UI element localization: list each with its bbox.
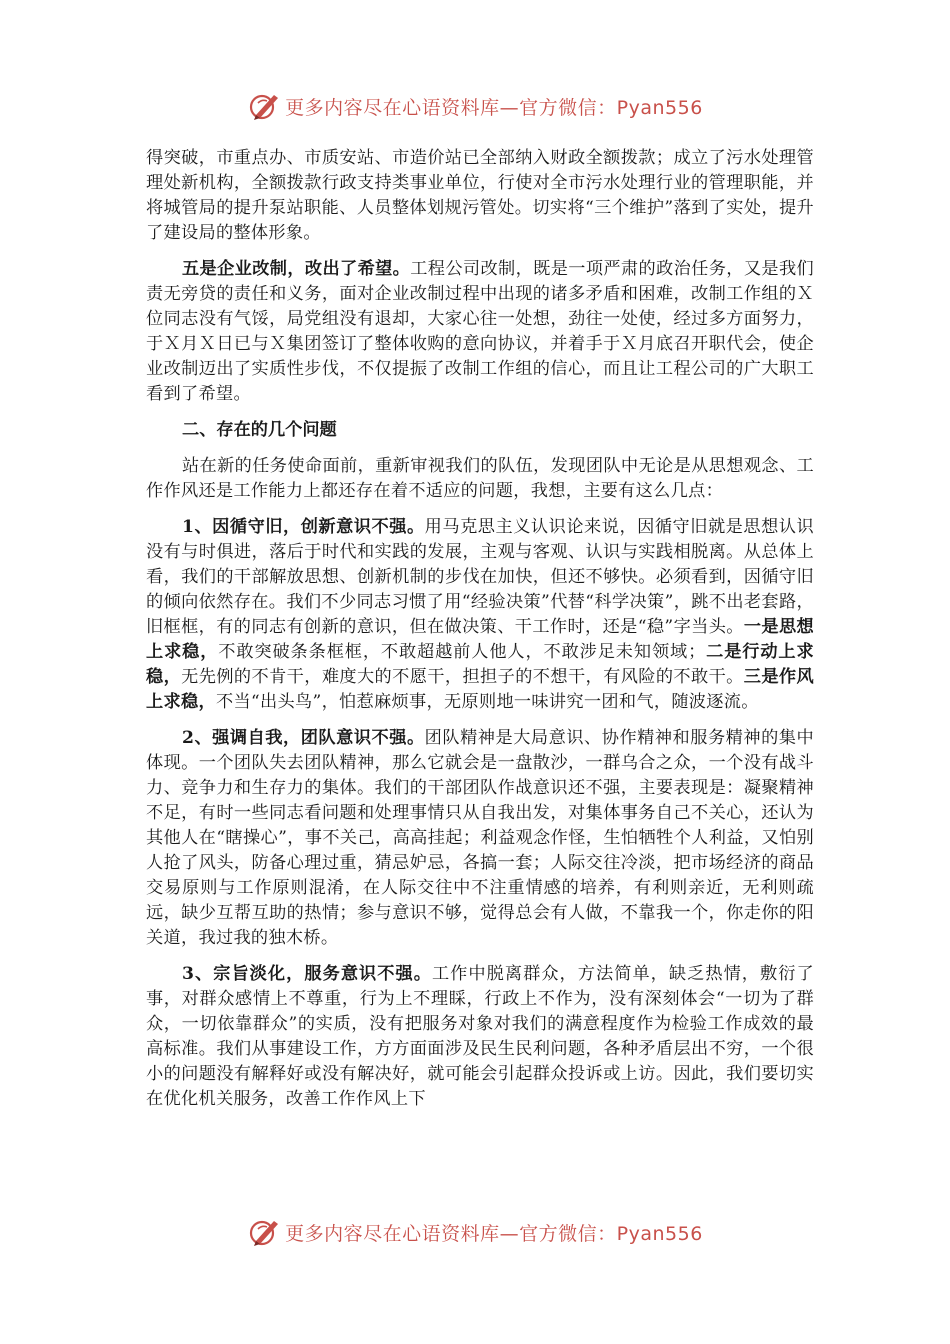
banner-text: 更多内容尽在心语资料库—官方微信：Pyan556: [285, 96, 703, 119]
paragraph-text: 不当“出头鸟”，怕惹麻烦事，无原则地一味讲究一团和气，随波逐流。: [215, 692, 759, 712]
paragraph-emphasis: 二是行动上求稳，: [146, 642, 814, 687]
paragraph: [146, 454, 814, 504]
paragraph-text: 团队精神是大局意识、协作精神和服务精神的集中体现。一个团队失去团队精神，那么它就会是一盘散沙，一群乌合之众，一个没有战斗力、竞争力和生存力的集体。我们的干部团队作战意识还不强，主要表现是：凝聚精神不足，有时一些同志看问题和处理事情只从自我出发，对集体事务自己不关心，还认为其他人在“瞎操心”，事不关己，高高挂起；利益观念作怪，生怕牺牲个人利益，又怕别人抢了风头，防备心理过重，猜忌妒忌，各搞一套；人际交往冷淡，把市场经济的商品交易原则与工作原则混淆，在人际交往中不注重情感的培养，有利则亲近，无利则疏远，缺少互帮互助的热情；参与意识不够，觉得总会有人做，不靠我一个，你走你的阳关道，我过我的独木桥。: [146, 728, 814, 948]
paragraph-text: 工程公司改制，既是一项严肃的政治任务，又是我们责无旁贷的责任和义务，面对企业改制过程中出现的诸多矛盾和困难，改制工作组的Ｘ位同志没有气馁，局党组没有退却，大家心往一处想，劲往一处使，经过多方面努力，于Ｘ月Ｘ日已与Ｘ集团签订了整体收购的意向协议，并着手于Ｘ月底召开职代会，使企业改制迈出了实质性步伐，不仅提振了改制工作组的信心，而且让工程公司的广大职工看到了希望。: [146, 259, 814, 404]
paragraph: [146, 146, 814, 246]
header-banner: [0, 86, 950, 126]
paragraph: [146, 726, 814, 951]
paragraph-lead: 3、宗旨淡化，服务意识不强。: [182, 964, 432, 984]
paragraph-text: 不敢突破条条框框，不敢超越前人他人，不敢涉足未知领域；: [218, 642, 706, 662]
paragraph-emphasis: 一是思想上求稳，: [146, 617, 814, 662]
paragraph: [146, 515, 814, 715]
paragraph: [146, 257, 814, 407]
paragraph-text: 无先例的不肯干，难度大的不愿干，担担子的不想干，有风险的不敢干。: [181, 667, 744, 687]
banner-text: 更多内容尽在心语资料库—官方微信：Pyan556: [285, 1222, 703, 1245]
section-heading: 二、存在的几个问题: [182, 420, 337, 440]
paragraph-lead: 五是企业改制，改出了希望。: [182, 259, 411, 279]
paragraph-text: 工作中脱离群众，方法简单，缺乏热情，敷衍了事，对群众感情上不尊重，行为上不理睬，行政上不作为，没有深刻体会“一切为了群众，一切依靠群众”的实质，没有把服务对象对我们的满意程度作为检验工作成效的最高标准。我们从事建设工作，方方面面涉及民生民利问题，各种矛盾层出不穷，一个很小的问题没有解释好或没有解决好，就可能会引起群众投诉或上访。因此，我们要切实在优化机关服务，改善工作作风上下: [146, 964, 814, 1109]
paragraph-lead: 2、强调自我，团队意识不强。: [182, 728, 425, 748]
paragraph-text: 得突破，市重点办、市质安站、市造价站已全部纳入财政全额拨款；成立了污水处理管理处新机构，全额拨款行政支持类事业单位，行使对全市污水处理行业的管理职能，并将城管局的提升泵站职能、人员整体划规污管处。切实将“三个维护”落到了实处，提升了建设局的整体形象。: [146, 148, 814, 243]
pen-logo-icon: [247, 89, 281, 123]
paragraph: [146, 962, 814, 1112]
paragraph-text: 站在新的任务使命面前，重新审视我们的队伍，发现团队中无论是从思想观念、工作作风还是工作能力上都还存在着不适应的问题，我想，主要有这么几点：: [146, 456, 814, 501]
paragraph-emphasis: 三是作风上求稳，: [146, 667, 814, 712]
paragraph-text: 用马克思主义认识论来说，因循守旧就是思想认识没有与时俱进，落后于时代和实践的发展，主观与客观、认识与实践相脱离。从总体上看，我们的干部解放思想、创新机制的步伐在加快，但还不够快。必须看到，因循守旧的倾向依然存在。我们不少同志习惯了用“经验决策”代替“科学决策”，跳不出老套路，旧框框，有的同志有创新的意识，但在做决策、干工作时，还是“稳”字当头。: [146, 517, 814, 637]
paragraph-lead: 1、因循守旧，创新意识不强。: [182, 517, 425, 537]
pen-logo-icon: [247, 1215, 281, 1249]
footer-banner: [0, 1212, 950, 1252]
document-body: [146, 146, 814, 1123]
